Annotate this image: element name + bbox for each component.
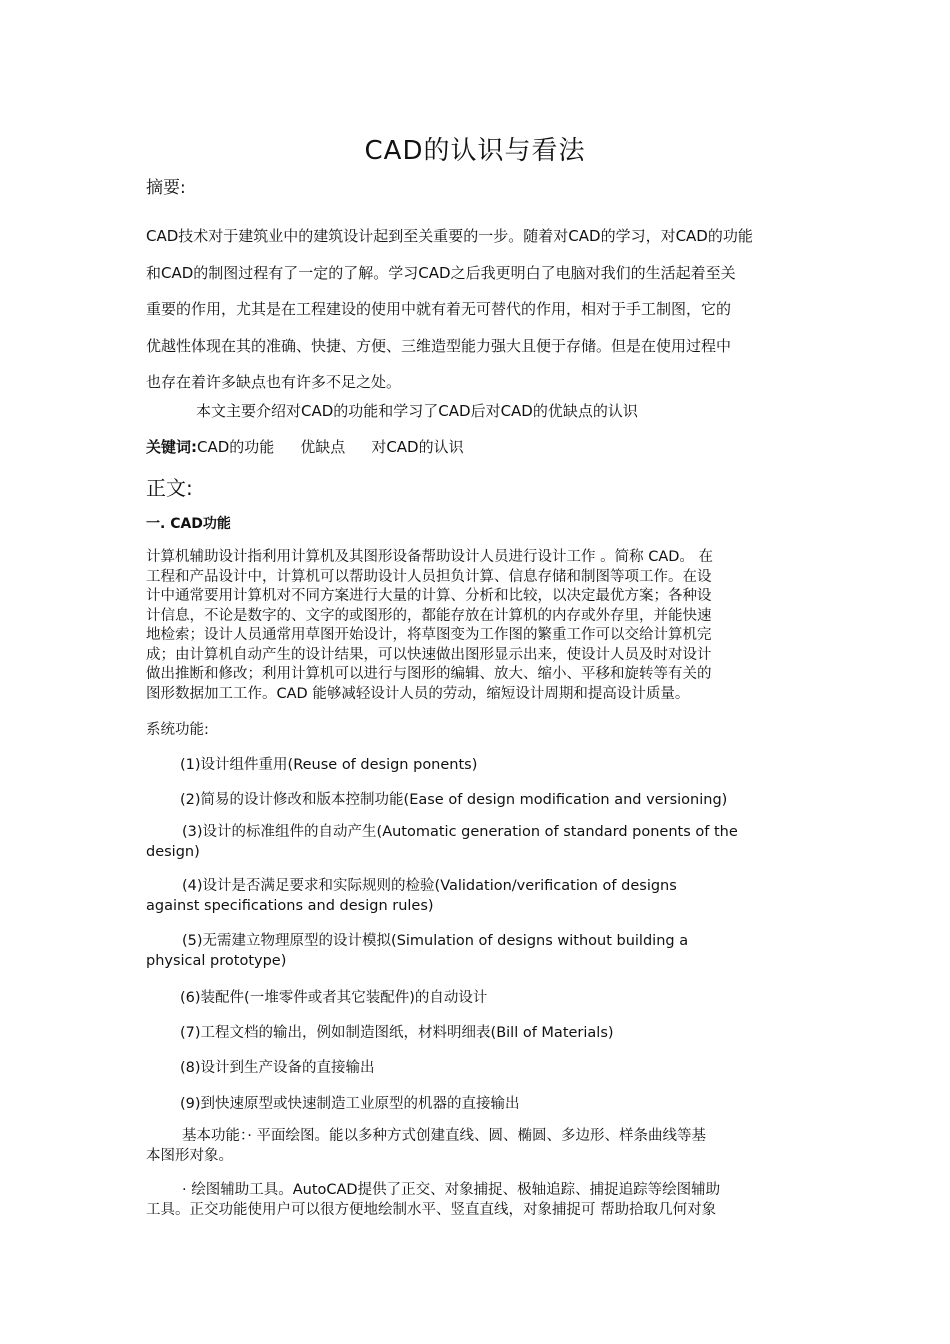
system-item: (6)装配件(一堆零件或者其它装配件)的自动设计 (180, 990, 488, 1006)
keyword: 对CAD的认识 (371, 438, 464, 456)
paragraph-line: 工具。正交功能使用户可以很方便地绘制水平、竖直直线，对象捕捉可 帮助拾取几何对象 (146, 1201, 717, 1218)
system-item-line: physical prototype) (146, 952, 287, 969)
system-item (146, 877, 808, 916)
abstract-label: 摘要: (146, 178, 186, 198)
system-item-line: (5)无需建立物理原型的设计模拟(Simulation of designs without building a (182, 933, 689, 949)
paragraph-line: 图形数据加工工作。CAD 能够减轻设计人员的劳动，缩短设计周期和提高设计质量。 (146, 685, 690, 702)
system-item: (8)设计到生产设备的直接输出 (180, 1060, 375, 1076)
abstract-line: 也存在着许多缺点也有许多不足之处。 (146, 373, 402, 392)
paragraph-line: 成；由计算机自动产生的设计结果，可以快速做出图形显示出来，使设计人员及时对设计 (146, 646, 712, 663)
keywords-line (146, 436, 464, 457)
paragraph-line: 基本功能：· 平面绘图。能以多种方式创建直线、圆、椭圆、多边形、样条曲线等基 (182, 1128, 706, 1144)
system-item (146, 932, 808, 971)
paragraph-line: 地检索；设计人员通常用草图开始设计，将草图变为工作图的繁重工作可以交给计算机完 (146, 627, 712, 643)
system-item-line: (3)设计的标准组件的自动产生(Automatic generation of standard ponents of the (182, 824, 738, 840)
intro-sentence: 本文主要介绍对CAD的功能和学习了CAD后对CAD的优缺点的认识 (196, 402, 638, 420)
system-item-line: against specifications and design rules) (146, 897, 434, 914)
document-title: CAD的认识与看法 (364, 136, 586, 166)
keyword: CAD的功能 (197, 438, 275, 456)
paragraph-line: 计中通常要用计算机对不同方案进行大量的计算、分析和比较，以决定最优方案；各种设 (146, 588, 712, 604)
abstract-line: 和CAD的制图过程有了一定的了解。学习CAD之后我更明白了电脑对我们的生活起着至关 (146, 263, 736, 282)
abstract-line: CAD技术对于建筑业中的建筑设计起到至关重要的一步。随着对CAD的学习，对CAD的功能 (146, 227, 753, 245)
aux-tools-paragraph (146, 1181, 808, 1220)
abstract-paragraph (146, 218, 808, 401)
paragraph-line: 做出推断和修改；利用计算机可以进行与图形的编辑、放大、缩小、平移和旋转等有关的 (146, 666, 712, 682)
abstract-line: 优越性体现在其的准确、快捷、方便、三维造型能力强大且便于存储。但是在使用过程中 (146, 336, 732, 355)
basic-functions-paragraph (146, 1127, 808, 1166)
keywords-label: 关键词: (146, 438, 197, 456)
paragraph-line: 本图形对象。 (146, 1147, 233, 1164)
keyword: 优缺点 (300, 438, 346, 456)
system-item-line: (4)设计是否满足要求和实际规则的检验(Validation/verification of designs (182, 878, 677, 894)
body-heading: 正文: (146, 476, 193, 500)
system-item: (1)设计组件重用(Reuse of design ponents) (180, 757, 478, 773)
system-item: (9)到快速原型或快速制造工业原型的机器的直接输出 (180, 1096, 520, 1112)
paragraph-line: 计算机辅助设计指利用计算机及其图形设备帮助设计人员进行设计工作 。简称 CAD。 在 (146, 549, 714, 565)
paragraph-line: 计信息，不论是数字的、文字的或图形的，都能存放在计算机的内存或外存里，并能快速 (146, 607, 712, 624)
system-item: (7)工程文档的输出，例如制造图纸，材料明细表(Bill of Materials) (180, 1025, 614, 1041)
abstract-line: 重要的作用，尤其是在工程建设的使用中就有着无可替代的作用，相对于手工制图，它的 (146, 300, 732, 319)
paragraph-line: · 绘图辅助工具。AutoCAD提供了正交、对象捕捉、极轴追踪、捕捉追踪等绘图辅助 (182, 1182, 721, 1198)
section1-paragraph (146, 548, 808, 704)
system-item-line: design) (146, 843, 200, 860)
system-item (146, 823, 808, 862)
system-functions-label: 系统功能: (146, 722, 209, 738)
paragraph-line: 工程和产品设计中，计算机可以帮助设计人员担负计算、信息存储和制图等项工作。在设 (146, 568, 712, 585)
system-item: (2)简易的设计修改和版本控制功能(Ease of design modification and versioning) (180, 792, 728, 808)
section-heading: 一. CAD功能 (146, 516, 231, 532)
